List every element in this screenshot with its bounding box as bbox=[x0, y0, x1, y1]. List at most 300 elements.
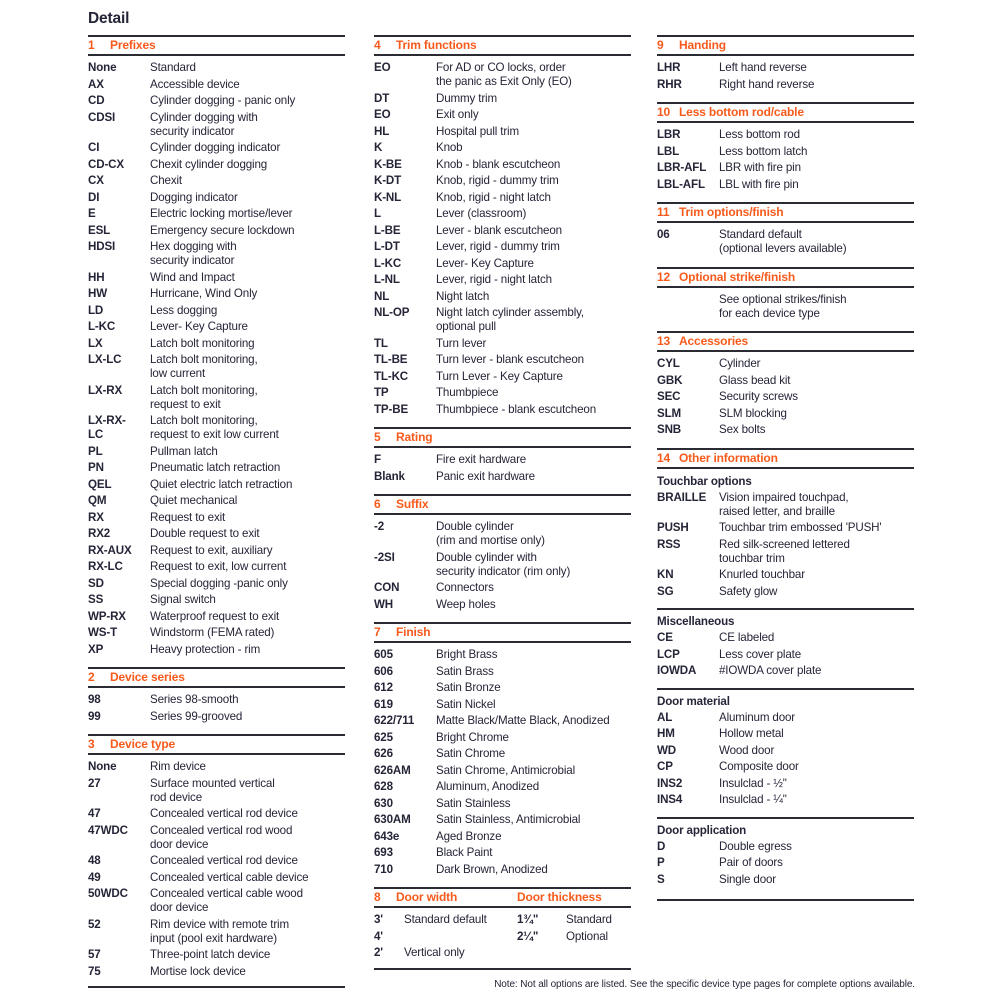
table-row: ESL Emergency secure lockdown bbox=[88, 223, 295, 237]
section-rows bbox=[374, 448, 631, 494]
row-desc: Vertical only bbox=[404, 946, 465, 959]
row-key: PL bbox=[88, 444, 103, 458]
section-title: Device type bbox=[110, 737, 176, 751]
row-key: RX-LC bbox=[88, 560, 123, 573]
table-row: SD Special dogging -panic only bbox=[88, 576, 288, 590]
table-row: RSS Red silk-screened lettered touchbar trim bbox=[657, 537, 850, 565]
section-header bbox=[88, 667, 345, 688]
section-10 bbox=[657, 102, 914, 202]
row-key: IOWDA bbox=[657, 664, 697, 677]
table-row: LX Latch bolt monitoring bbox=[88, 336, 255, 350]
group-subheading: Touchbar options bbox=[657, 474, 752, 488]
table-row: WP-RX Waterproof request to exit bbox=[88, 609, 280, 623]
section-header bbox=[657, 102, 914, 123]
table-row: CON Connectors bbox=[374, 581, 494, 594]
row-key: SNB bbox=[657, 423, 682, 436]
row-key: K bbox=[374, 141, 383, 154]
section-number: 2 bbox=[88, 670, 95, 684]
section-9 bbox=[657, 35, 914, 102]
table-row: QEL Quiet electric latch retraction bbox=[88, 477, 293, 491]
section-rows bbox=[88, 755, 345, 986]
row-key: LBL bbox=[657, 144, 680, 158]
table-row: -2 Double cylinder (rim and mortise only) bbox=[374, 520, 545, 547]
row-key: LX-RX- LC bbox=[88, 414, 126, 441]
group-divider bbox=[657, 688, 914, 690]
row-key: WH bbox=[374, 597, 394, 611]
table-row: EO For AD or CO locks, order the panic as Exit Only (EO) bbox=[374, 61, 572, 88]
table-row: CX Chexit bbox=[88, 174, 182, 187]
section-rows bbox=[657, 352, 914, 448]
group-door-application bbox=[657, 823, 914, 895]
row-key: TL-BE bbox=[374, 353, 408, 366]
table-row: 606 Satin Brass bbox=[374, 664, 494, 678]
table-row: CYL Cylinder bbox=[657, 357, 761, 370]
section-rows bbox=[88, 56, 345, 667]
table-row: 47 Concealed vertical rod device bbox=[88, 807, 298, 820]
table-row: RX-AUX Request to exit, auxiliary bbox=[88, 543, 273, 557]
row-key: F bbox=[374, 453, 381, 466]
section-header bbox=[374, 35, 631, 56]
table-row: DT Dummy trim bbox=[374, 91, 497, 105]
row-key: L bbox=[374, 207, 381, 220]
section-13 bbox=[657, 331, 914, 448]
table-row: K-BE Knob - blank escutcheon bbox=[374, 157, 561, 171]
table-row: None Standard bbox=[88, 61, 196, 74]
section-title: Other information bbox=[679, 450, 778, 465]
table-row: L-DT Lever, rigid - dummy trim bbox=[374, 240, 560, 253]
table-row: PUSH Touchbar trim embossed 'PUSH' bbox=[657, 521, 882, 534]
row-key: WP-RX bbox=[88, 609, 126, 623]
table-row: 50WDC Concealed vertical cable wood door device bbox=[88, 887, 303, 914]
row-key: LD bbox=[88, 303, 104, 317]
section-number: 11 bbox=[657, 205, 670, 219]
row-key: 630AM bbox=[374, 813, 411, 826]
table-row: S Single door bbox=[657, 872, 777, 886]
row-key: 3' bbox=[374, 913, 383, 926]
table-row: LBL Less bottom latch bbox=[657, 144, 808, 158]
section-header bbox=[657, 448, 914, 469]
section-header bbox=[88, 734, 345, 755]
table-row: TP-BE Thumbpiece - blank escutcheon bbox=[374, 402, 596, 416]
section-title: Suffix bbox=[396, 497, 429, 511]
section-header bbox=[374, 622, 631, 643]
table-row: SG Safety glow bbox=[657, 584, 778, 598]
row-key: DI bbox=[88, 190, 100, 204]
row-key: NL-OP bbox=[374, 306, 410, 319]
row-key: 626 bbox=[374, 747, 393, 760]
section-header bbox=[657, 202, 914, 223]
section-header bbox=[657, 267, 914, 288]
table-row: CP Composite door bbox=[657, 760, 799, 773]
row-key: LX bbox=[88, 336, 103, 350]
table-row: LHR Left hand reverse bbox=[657, 61, 807, 74]
table-row: TP Thumbpiece bbox=[374, 386, 499, 399]
table-row: QM Quiet mechanical bbox=[88, 494, 238, 507]
row-key: HL bbox=[374, 124, 390, 138]
section-header bbox=[374, 494, 631, 515]
section-number: 5 bbox=[374, 430, 381, 444]
section-title: Trim functions bbox=[396, 38, 477, 52]
table-row bbox=[374, 913, 631, 927]
group-subheading: Door material bbox=[657, 694, 730, 708]
row-key: 619 bbox=[374, 697, 393, 711]
table-row: 619 Satin Nickel bbox=[374, 697, 496, 711]
section-6 bbox=[374, 494, 631, 622]
row-key: INS4 bbox=[657, 793, 683, 806]
section-rows bbox=[657, 56, 914, 102]
section-title: Device series bbox=[110, 670, 185, 684]
table-row: 710 Dark Brown, Anodized bbox=[374, 862, 548, 876]
row-key: TL-KC bbox=[374, 369, 409, 383]
table-row: XP Heavy protection - rim bbox=[88, 642, 261, 656]
section-7 bbox=[374, 622, 631, 887]
table-row: -2SI Double cylinder with security indicator (rim only) bbox=[374, 550, 571, 578]
section-rows bbox=[374, 56, 631, 427]
row-key: L-NL bbox=[374, 273, 400, 286]
table-row: 48 Concealed vertical rod device bbox=[88, 854, 298, 867]
row-key: CE bbox=[657, 631, 673, 644]
row-key: CX bbox=[88, 174, 104, 187]
row-key: GBK bbox=[657, 373, 683, 387]
table-row: WH Weep holes bbox=[374, 597, 496, 611]
row-key: L-DT bbox=[374, 240, 400, 253]
row-key: 628 bbox=[374, 780, 393, 793]
table-row: CE CE labeled bbox=[657, 631, 775, 644]
table-row: AL Aluminum door bbox=[657, 710, 796, 724]
table-row: 99 Series 99-grooved bbox=[88, 709, 243, 723]
row-key: HH bbox=[88, 270, 105, 284]
section-1 bbox=[88, 35, 345, 667]
row-key: CDSI bbox=[88, 110, 116, 124]
row-key: D bbox=[657, 839, 666, 853]
row-key: 1¾" bbox=[517, 913, 539, 926]
row-key: CYL bbox=[657, 357, 680, 370]
row-key: NL bbox=[374, 289, 390, 303]
column-3 bbox=[657, 35, 914, 901]
table-row: TL Turn lever bbox=[374, 336, 487, 350]
row-key: EO bbox=[374, 61, 391, 74]
row-key: LHR bbox=[657, 61, 681, 74]
section-number: 8 bbox=[374, 890, 381, 904]
row-key: EO bbox=[374, 108, 391, 121]
table-row: CDSI Cylinder dogging with security indicator bbox=[88, 110, 258, 138]
section-rows bbox=[657, 288, 914, 332]
row-desc: Optional bbox=[566, 929, 608, 943]
section-title: Prefixes bbox=[110, 38, 156, 52]
table-row: HL Hospital pull trim bbox=[374, 124, 519, 138]
table-row bbox=[374, 946, 631, 960]
footer-note: Note: Not all options are listed. See the specific device type pages for complete options available. bbox=[494, 979, 915, 990]
table-row: SEC Security screws bbox=[657, 390, 798, 403]
table-row: L-KC Lever- Key Capture bbox=[374, 256, 534, 270]
section-number: 3 bbox=[88, 737, 95, 751]
group-touchbar-options bbox=[657, 474, 914, 607]
row-key: 622/711 bbox=[374, 714, 415, 727]
section-rows bbox=[657, 469, 914, 900]
table-row: TL-BE Turn lever - blank escutcheon bbox=[374, 353, 584, 366]
table-row: 626AM Satin Chrome, Antimicrobial bbox=[374, 763, 575, 777]
row-key: AL bbox=[657, 710, 673, 724]
section-number: 12 bbox=[657, 269, 671, 284]
section-title: Door width bbox=[396, 890, 458, 904]
table-row: HDSI Hex dogging with security indicator bbox=[88, 240, 237, 267]
row-key: CD bbox=[88, 94, 105, 107]
table-row: D Double egress bbox=[657, 839, 792, 853]
row-key: LBR-AFL bbox=[657, 161, 707, 174]
table-row: HW Hurricane, Wind Only bbox=[88, 287, 258, 300]
table-row: K Knob bbox=[374, 141, 463, 154]
section-title: Optional strike/finish bbox=[679, 269, 796, 284]
section-title: Finish bbox=[396, 625, 431, 639]
table-row: WD Wood door bbox=[657, 743, 775, 757]
table-row: INS4 Insulclad - ¼" bbox=[657, 793, 787, 806]
table-row: None Rim device bbox=[88, 760, 206, 773]
table-row: NL Night latch bbox=[374, 289, 490, 303]
row-key: E bbox=[88, 207, 96, 220]
row-key: 693 bbox=[374, 846, 393, 859]
table-row: 75 Mortise lock device bbox=[88, 964, 246, 978]
row-key: RHR bbox=[657, 77, 682, 91]
row-key: RSS bbox=[657, 537, 681, 551]
section-rows bbox=[88, 688, 345, 734]
row-key: 47WDC bbox=[88, 823, 128, 837]
row-key: AX bbox=[88, 77, 104, 91]
table-row: TL-KC Turn Lever - Key Capture bbox=[374, 369, 563, 383]
group-subheading: Miscellaneous bbox=[657, 615, 735, 628]
row-desc: Standard default bbox=[404, 913, 487, 926]
row-key: CD-CX bbox=[88, 157, 124, 171]
table-row bbox=[374, 930, 631, 944]
table-row: WS-T Windstorm (FEMA rated) bbox=[88, 626, 275, 639]
table-row: LX-RX Latch bolt monitoring, request to exit bbox=[88, 383, 258, 411]
table-row: LCP Less cover plate bbox=[657, 647, 802, 661]
section-number: 14 bbox=[657, 450, 671, 465]
table-row: K-NL Knob, rigid - night latch bbox=[374, 190, 551, 204]
table-row: LX-RX- LC Latch bolt monitoring, request to exit low current bbox=[88, 414, 279, 441]
row-key: BRAILLE bbox=[657, 490, 707, 504]
table-row: 630AM Satin Stainless, Antimicrobial bbox=[374, 813, 581, 826]
row-key: 57 bbox=[88, 948, 101, 961]
section-2 bbox=[88, 667, 345, 734]
table-row: LD Less dogging bbox=[88, 303, 218, 317]
row-key: 625 bbox=[374, 730, 393, 744]
row-key: LCP bbox=[657, 647, 680, 661]
section-4 bbox=[374, 35, 631, 427]
row-key: K-BE bbox=[374, 157, 402, 171]
section-rows bbox=[374, 643, 631, 887]
section-header bbox=[374, 887, 631, 908]
group-door-material bbox=[657, 694, 914, 815]
table-row: INS2 Insulclad - ½" bbox=[657, 776, 787, 790]
row-key: Blank bbox=[374, 469, 405, 483]
table-row: IOWDA #IOWDA cover plate bbox=[657, 664, 822, 677]
section-3 bbox=[88, 734, 345, 988]
section-title: Accessories bbox=[679, 334, 749, 348]
table-row: E Electric locking mortise/lever bbox=[88, 207, 293, 220]
group-divider bbox=[657, 608, 914, 610]
table-row: EO Exit only bbox=[374, 108, 479, 121]
row-key: 612 bbox=[374, 681, 393, 694]
row-key: WD bbox=[657, 743, 677, 757]
table-row: HM Hollow metal bbox=[657, 727, 784, 740]
table-row: 612 Satin Bronze bbox=[374, 681, 501, 694]
section-rows bbox=[374, 908, 631, 968]
table-row: 625 Bright Chrome bbox=[374, 730, 509, 744]
row-key: 710 bbox=[374, 862, 393, 876]
row-key: XP bbox=[88, 642, 104, 656]
section-header bbox=[88, 35, 345, 56]
row-key: 99 bbox=[88, 709, 101, 723]
column-2 bbox=[374, 35, 631, 970]
table-row: KN Knurled touchbar bbox=[657, 568, 805, 581]
table-row: 693 Black Paint bbox=[374, 846, 493, 859]
table-row: 630 Satin Stainless bbox=[374, 796, 511, 810]
table-row: LX-LC Latch bolt monitoring, low current bbox=[88, 353, 258, 380]
row-key: L-KC bbox=[88, 320, 116, 333]
table-row: PL Pullman latch bbox=[88, 444, 218, 458]
section-title: Less bottom rod/cable bbox=[679, 105, 804, 119]
table-row: 622/711 Matte Black/Matte Black, Anodized bbox=[374, 714, 610, 727]
section-number: 1 bbox=[88, 38, 95, 52]
row-key: 48 bbox=[88, 854, 101, 867]
section-14 bbox=[657, 448, 914, 902]
row-key: -2 bbox=[374, 520, 385, 533]
section-title-2: Door thickness bbox=[517, 890, 602, 904]
table-row: LBR-AFL LBR with fire pin bbox=[657, 161, 801, 174]
section-number: 13 bbox=[657, 334, 671, 348]
row-key: CP bbox=[657, 760, 673, 773]
row-key: PN bbox=[88, 461, 104, 474]
table-row: 06 Standard default (optional levers available) bbox=[657, 228, 847, 255]
table-row: Blank Panic exit hardware bbox=[374, 469, 535, 483]
row-key: SG bbox=[657, 584, 674, 598]
row-key: 606 bbox=[374, 664, 393, 678]
table-row: 27 Surface mounted vertical rod device bbox=[88, 776, 275, 804]
group-miscellaneous bbox=[657, 614, 914, 686]
table-row: See optional strikes/finish for each device type bbox=[719, 292, 847, 320]
row-key: 2¼" bbox=[517, 929, 539, 943]
table-row: L Lever (classroom) bbox=[374, 207, 527, 220]
row-key: LBL-AFL bbox=[657, 177, 705, 191]
row-key: HW bbox=[88, 287, 108, 300]
row-key: 75 bbox=[88, 964, 101, 978]
row-key: RX-AUX bbox=[88, 543, 132, 557]
table-row: SNB Sex bolts bbox=[657, 423, 766, 436]
row-key: -2SI bbox=[374, 550, 395, 564]
row-key: 605 bbox=[374, 648, 393, 661]
table-row: L-KC Lever- Key Capture bbox=[88, 320, 248, 333]
row-key: L-BE bbox=[374, 223, 401, 237]
row-key: ESL bbox=[88, 223, 111, 237]
section-rows bbox=[657, 223, 914, 267]
table-row: BRAILLE Vision impaired touchpad, raised letter, and braille bbox=[657, 490, 849, 518]
table-row: RHR Right hand reverse bbox=[657, 77, 815, 91]
table-row: 52 Rim device with remote trim input (pool exit hardware) bbox=[88, 917, 289, 945]
table-row: L-NL Lever, rigid - night latch bbox=[374, 273, 552, 286]
table-row: NL-OP Night latch cylinder assembly, optional pull bbox=[374, 306, 584, 333]
table-row: LBL-AFL LBL with fire pin bbox=[657, 177, 799, 191]
section-number: 7 bbox=[374, 625, 381, 639]
table-row: SS Signal switch bbox=[88, 593, 216, 606]
section-number: 9 bbox=[657, 38, 664, 52]
row-key: QM bbox=[88, 494, 107, 507]
group-subheading: Door application bbox=[657, 823, 747, 837]
row-key: SD bbox=[88, 576, 104, 590]
section-rows bbox=[374, 515, 631, 622]
section-number: 10 bbox=[657, 105, 671, 119]
row-key: LX-LC bbox=[88, 353, 122, 366]
table-row: RX-LC Request to exit, low current bbox=[88, 560, 287, 573]
row-key: CON bbox=[374, 581, 400, 594]
row-key: None bbox=[88, 760, 117, 773]
table-row: 49 Concealed vertical cable device bbox=[88, 870, 309, 884]
table-row: RX Request to exit bbox=[88, 510, 226, 524]
column-1 bbox=[88, 35, 345, 988]
table-row: HH Wind and Impact bbox=[88, 270, 235, 284]
section-header bbox=[374, 427, 631, 448]
table-row: P Pair of doors bbox=[657, 856, 783, 869]
section-header bbox=[657, 35, 914, 56]
row-key: LX-RX bbox=[88, 383, 123, 397]
row-key: TL bbox=[374, 336, 388, 350]
table-row: GBK Glass bead kit bbox=[657, 373, 791, 387]
row-key: TP-BE bbox=[374, 402, 409, 416]
table-row: 628 Aluminum, Anodized bbox=[374, 780, 539, 793]
row-key: 52 bbox=[88, 917, 101, 931]
row-key: 27 bbox=[88, 776, 101, 790]
row-key: K-NL bbox=[374, 190, 402, 204]
row-key: 630 bbox=[374, 796, 393, 810]
section-title: Handing bbox=[679, 38, 726, 52]
row-key: 643e bbox=[374, 829, 400, 843]
table-row: K-DT Knob, rigid - dummy trim bbox=[374, 174, 559, 187]
table-row: DI Dogging indicator bbox=[88, 190, 238, 204]
row-key: SEC bbox=[657, 390, 681, 403]
row-desc: Standard bbox=[566, 913, 612, 926]
section-header bbox=[657, 331, 914, 352]
row-key: SLM bbox=[657, 406, 682, 420]
table-row: RX2 Double request to exit bbox=[88, 527, 260, 540]
table-row: F Fire exit hardware bbox=[374, 453, 527, 466]
table-row: CI Cylinder dogging indicator bbox=[88, 141, 281, 154]
section-title: Rating bbox=[396, 430, 433, 444]
row-key: 06 bbox=[657, 228, 670, 241]
table-row: 626 Satin Chrome bbox=[374, 747, 506, 760]
section-8 bbox=[374, 887, 631, 970]
table-row: SLM SLM blocking bbox=[657, 406, 787, 420]
table-row: AX Accessible device bbox=[88, 77, 240, 91]
section-title: Trim options/finish bbox=[679, 205, 784, 219]
row-key: LBR bbox=[657, 128, 681, 141]
section-12 bbox=[657, 267, 914, 332]
group-divider bbox=[657, 817, 914, 819]
table-row: CD-CX Chexit cylinder dogging bbox=[88, 157, 268, 171]
row-key: 98 bbox=[88, 693, 101, 706]
section-rows bbox=[657, 123, 914, 202]
table-row: L-BE Lever - blank escutcheon bbox=[374, 223, 562, 237]
row-key: None bbox=[88, 61, 117, 74]
row-key: QEL bbox=[88, 477, 112, 491]
row-key: L-KC bbox=[374, 256, 402, 270]
row-key: WS-T bbox=[88, 626, 118, 639]
row-key: RX2 bbox=[88, 527, 111, 540]
table-row: LBR Less bottom rod bbox=[657, 128, 800, 141]
row-key: DT bbox=[374, 91, 390, 105]
row-key: RX bbox=[88, 510, 104, 524]
table-row: 643e Aged Bronze bbox=[374, 829, 502, 843]
row-key: SS bbox=[88, 593, 104, 606]
table-row: PN Pneumatic latch retraction bbox=[88, 461, 281, 474]
